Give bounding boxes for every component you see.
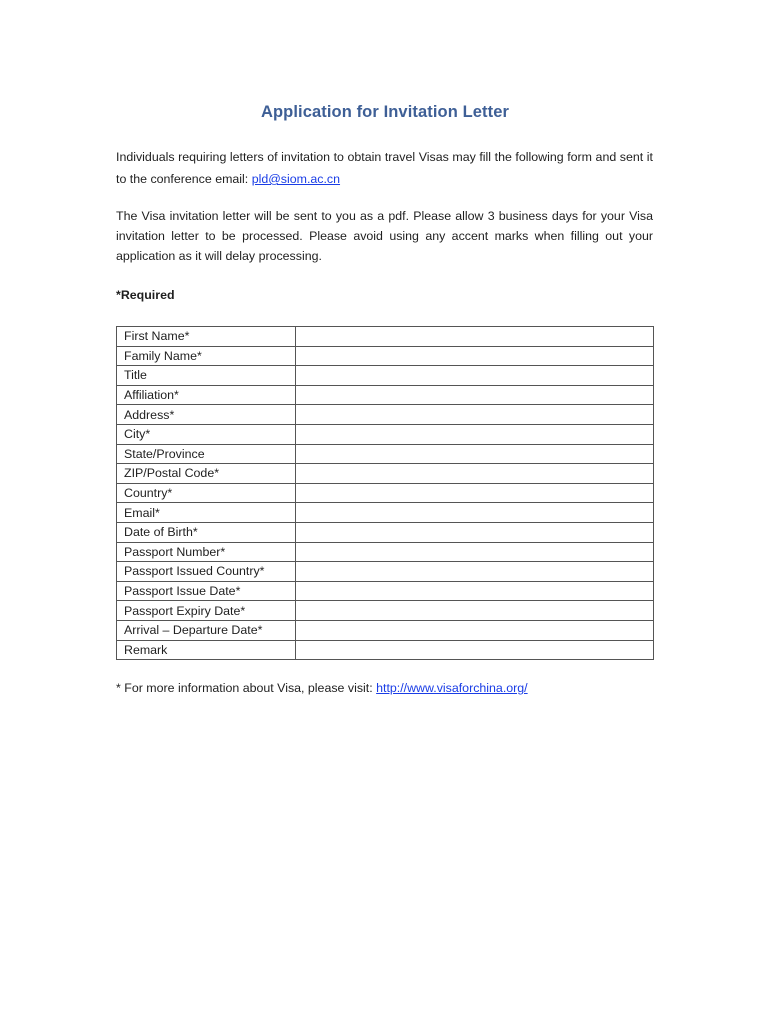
form-row [117, 620, 654, 640]
form-field-value[interactable] [296, 405, 654, 425]
form-field-value[interactable] [296, 483, 654, 503]
instructions-paragraph: The Visa invitation letter will be sent to you as a pdf. Please allow 3 business days for your Visa invitation letter to be processed. Please avoid using any accent marks when filling out your application as it will delay processing. [116, 209, 653, 263]
form-row [117, 503, 654, 523]
visa-footnote [116, 681, 528, 695]
form-field-value[interactable] [296, 385, 654, 405]
document-title: Application for Invitation Letter [260, 103, 510, 121]
form-field-value[interactable] [296, 503, 654, 523]
form-field-value[interactable] [296, 562, 654, 582]
form-row [117, 542, 654, 562]
form-field-value[interactable] [296, 522, 654, 542]
form-row [117, 522, 654, 542]
footnote-text: * For more information about Visa, please visit: [116, 681, 377, 695]
form-field-label: First Name* [117, 327, 296, 347]
form-row [117, 444, 654, 464]
form-field-label: Family Name* [117, 346, 296, 366]
form-field-value[interactable] [296, 542, 654, 562]
form-field-label: Country* [117, 483, 296, 503]
form-field-label: State/Province [117, 444, 296, 464]
form-field-value[interactable] [296, 366, 654, 386]
form-field-label: Affiliation* [117, 385, 296, 405]
form-field-value[interactable] [296, 424, 654, 444]
form-field-value[interactable] [296, 620, 654, 640]
form-row [117, 483, 654, 503]
form-field-label: Email* [117, 503, 296, 523]
form-row [117, 385, 654, 405]
form-field-label: Passport Issue Date* [117, 581, 296, 601]
form-field-value[interactable] [296, 444, 654, 464]
visa-website-link[interactable]: http://www.visaforchina.org/ [376, 681, 528, 695]
form-field-value[interactable] [296, 346, 654, 366]
form-row [117, 366, 654, 386]
form-field-value[interactable] [296, 601, 654, 621]
required-note: *Required [116, 288, 175, 302]
form-field-label: Date of Birth* [117, 522, 296, 542]
intro-text: Individuals requiring letters of invitation to obtain travel Visas may fill the following form and sent it to the conference email: [116, 150, 653, 186]
form-row [117, 581, 654, 601]
form-field-label: Remark [117, 640, 296, 660]
form-row [117, 464, 654, 484]
form-field-label: City* [117, 424, 296, 444]
form-field-label: Passport Expiry Date* [117, 601, 296, 621]
form-field-label: Title [117, 366, 296, 386]
form-row [117, 601, 654, 621]
form-row [117, 327, 654, 347]
form-row [117, 405, 654, 425]
form-field-value[interactable] [296, 327, 654, 347]
form-field-label: ZIP/Postal Code* [117, 464, 296, 484]
form-row [117, 346, 654, 366]
form-field-value[interactable] [296, 581, 654, 601]
form-row [117, 424, 654, 444]
form-row [117, 640, 654, 660]
application-form-table [116, 326, 654, 660]
form-field-label: Address* [117, 405, 296, 425]
form-row [117, 562, 654, 582]
intro-paragraph [116, 146, 653, 190]
form-field-value[interactable] [296, 640, 654, 660]
form-field-label: Passport Number* [117, 542, 296, 562]
form-field-label: Arrival – Departure Date* [117, 620, 296, 640]
form-field-value[interactable] [296, 464, 654, 484]
conference-email-link[interactable]: pld@siom.ac.cn [251, 172, 341, 186]
form-field-label: Passport Issued Country* [117, 562, 296, 582]
